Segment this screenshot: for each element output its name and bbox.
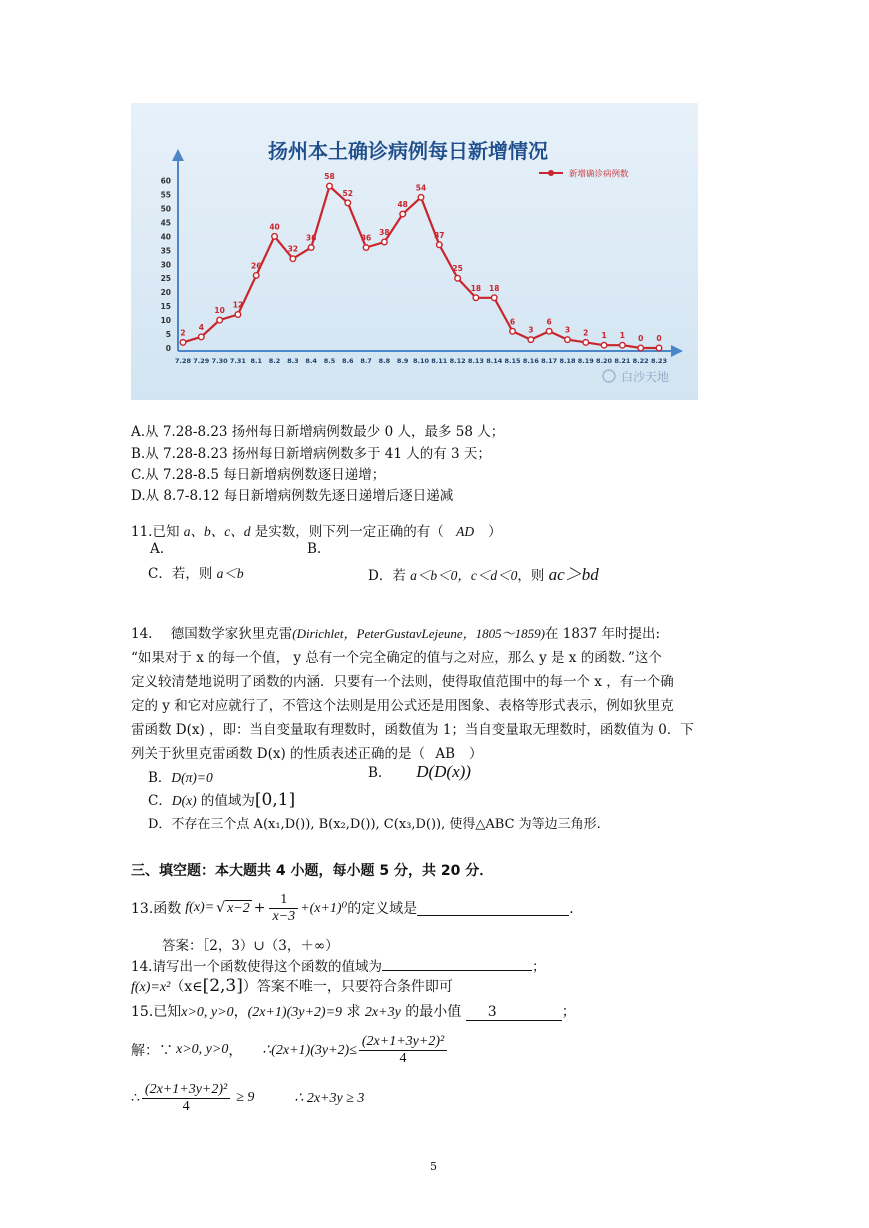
data-point <box>199 334 205 340</box>
q15-target: 2x+3y <box>364 1005 401 1020</box>
q11-vars: a、b、c、d <box>183 524 251 539</box>
q14a-answer: AB <box>435 746 456 762</box>
q11-option-c <box>148 562 244 582</box>
data-point <box>363 245 369 251</box>
y-tick-label: 35 <box>160 246 171 256</box>
q15-sol-ineq: ∴(2x+1)(3y+2)≤ <box>262 1042 357 1058</box>
q10-option-a: A.从 7.28-8.23 扬州每日新增病例数最少 0 人，最多 58 人； <box>131 424 505 440</box>
data-point <box>638 345 644 351</box>
q15-l2-pre: ∴ <box>131 1090 140 1106</box>
data-label: 37 <box>434 230 445 240</box>
data-label: 25 <box>452 264 463 274</box>
q14b-line2 <box>131 976 453 996</box>
q14b-mid: （x∈ <box>170 979 203 995</box>
data-label: 52 <box>342 188 353 198</box>
q11-stem-post: 是实数，则下列一定正确的有（ <box>250 524 444 540</box>
section-3-heading: 三、填空题：本大题共 4 小题，每小题 5 分，共 20 分． <box>131 863 494 879</box>
q15-answer-blank[interactable] <box>466 1004 562 1021</box>
y-tick-label: 55 <box>160 190 171 200</box>
q14a-line4: 定的 y 和它对应就行了，不管这个法则是用公式还是用图象、表格等形式表示，例如狄里克 <box>131 698 674 714</box>
x-tick-label: 8.14 <box>486 357 503 365</box>
data-label: 6 <box>509 317 516 327</box>
data-point <box>546 328 552 334</box>
q14a-option-d: D．不存在三个点 A(x₁,D()), B(x₂,D()), C(x₃,D()), 使得△ABC 为等边三角形. <box>148 817 601 832</box>
data-label: 4 <box>198 322 204 332</box>
q15-l2-fraction <box>142 1082 230 1115</box>
x-tick-label: 8.8 <box>378 357 391 365</box>
q15-end: ； <box>561 1004 576 1020</box>
q11-option-c-math: a＜b <box>216 566 244 581</box>
x-tick-label: 8.22 <box>632 357 649 365</box>
data-point <box>180 340 186 346</box>
q15-sol-cond: x>0, y>0 <box>176 1042 229 1057</box>
q13-answer: 答案：［2，3）∪（3，＋∞） <box>162 938 339 954</box>
q13-rest: +(x+1)⁰ <box>300 900 348 916</box>
x-tick-label: 8.19 <box>577 357 594 365</box>
x-tick-label: 8.15 <box>504 357 521 365</box>
q15-sol-mid: ， <box>228 1043 243 1059</box>
data-point <box>528 337 534 343</box>
x-tick-label: 7.31 <box>229 357 246 365</box>
y-tick-label: 10 <box>160 316 171 326</box>
q11-close: ） <box>488 524 502 540</box>
x-tick-label: 8.2 <box>268 357 281 365</box>
q15-mid: ， <box>233 1004 248 1020</box>
q11-stem-pre: 11.已知 <box>131 524 184 540</box>
data-label: 40 <box>269 222 280 232</box>
x-tick-label: 8.5 <box>323 357 336 365</box>
data-label: 36 <box>360 233 372 243</box>
q11-option-d <box>368 560 599 585</box>
x-tick-label: 7.28 <box>174 357 192 365</box>
data-label: 32 <box>287 244 299 254</box>
data-label: 2 <box>583 328 589 338</box>
q15-solution-line2 <box>131 1076 364 1120</box>
x-tick-label: 8.23 <box>650 357 668 365</box>
q13-plus: + <box>253 900 266 916</box>
q11-option-d-math2: ac＞bd <box>548 565 599 584</box>
data-label: 0 <box>638 334 644 343</box>
x-tick-label: 8.11 <box>431 357 448 365</box>
q13-fraction <box>269 892 298 925</box>
q15-answer: 3 <box>487 1004 497 1020</box>
data-point <box>253 273 259 279</box>
q15-l2-den: 4 <box>182 1098 190 1114</box>
y-tick-label: 0 <box>165 344 171 353</box>
covid-chart <box>131 103 698 400</box>
legend-marker <box>548 170 554 176</box>
data-point <box>382 239 388 245</box>
q11-option-d-mid: ，则 <box>517 568 549 584</box>
x-tick-label: 8.16 <box>522 357 539 365</box>
q14a-option-b2-label: B. <box>368 765 383 781</box>
x-tick-label: 7.30 <box>211 357 228 365</box>
q14b-range: [2,3] <box>202 976 243 996</box>
data-label: 12 <box>232 300 244 310</box>
q11-option-b: B. <box>307 541 322 557</box>
x-tick-label: 8.7 <box>360 357 372 365</box>
q15-sol-frac-den: 4 <box>399 1050 407 1066</box>
x-tick-label: 7.29 <box>193 357 210 365</box>
q15-sol-frac-num: (2x+1+3y+2)² <box>359 1034 447 1051</box>
x-tick-label: 8.9 <box>396 357 409 365</box>
q14b-blank[interactable] <box>382 957 532 971</box>
y-tick-label: 45 <box>160 218 171 228</box>
y-tick-label: 50 <box>160 204 171 214</box>
x-tick-label: 8.4 <box>305 357 317 365</box>
y-tick-label: 15 <box>160 302 171 312</box>
page-number: 5 <box>430 1160 437 1173</box>
q13-blank[interactable] <box>417 901 569 916</box>
y-tick-label: 20 <box>160 288 171 298</box>
x-tick-label: 8.13 <box>467 357 484 365</box>
data-point <box>656 345 662 351</box>
data-point <box>510 328 516 334</box>
x-tick-label: 8.21 <box>614 357 631 365</box>
q15-sol-fraction <box>359 1034 447 1067</box>
q13-frac-num: 1 <box>269 892 298 909</box>
q14a-option-c-post: 的值域为 <box>196 793 255 809</box>
data-label: 48 <box>397 200 408 210</box>
data-point <box>418 195 424 201</box>
q13-fx: f(x)= <box>185 900 215 915</box>
data-label: 36 <box>305 233 317 243</box>
data-label: 38 <box>379 227 390 237</box>
data-point <box>400 211 406 217</box>
q14a-line6 <box>131 742 483 762</box>
data-point <box>437 242 443 248</box>
data-point <box>327 183 333 189</box>
chart-svg <box>131 103 698 400</box>
data-label: 3 <box>564 325 571 335</box>
q11-stem <box>131 520 502 540</box>
data-point <box>290 256 296 262</box>
y-tick-label: 25 <box>160 274 171 284</box>
q14a-option-c-range: [0,1] <box>254 790 296 810</box>
data-point <box>491 295 497 301</box>
q14a-l6-pre: 列关于狄里克雷函数 D(x) 的性质表述正确的是（ <box>131 746 426 762</box>
q15-ask2: 的最小值 <box>400 1004 462 1020</box>
q14a-line3: 定义较清楚地说明了函数的内涵．只要有一个法则，使得取值范围中的每一个 x ，有一个确 <box>131 674 674 690</box>
data-label: 1 <box>619 331 625 341</box>
q14a-option-b1 <box>148 766 213 786</box>
data-label: 58 <box>324 172 335 182</box>
data-point <box>473 295 479 301</box>
data-point <box>308 245 314 251</box>
q14a-option-c <box>148 789 295 810</box>
q14a-option-c-math: D(x) <box>171 793 197 808</box>
data-label: 18 <box>470 283 482 293</box>
q15-l2-post: ≥ 9 <box>236 1090 255 1105</box>
data-point <box>565 337 571 343</box>
q11-option-a: A. <box>150 541 165 557</box>
q14a-line2: “如果对于 x 的每一个值， y 总有一个完全确定的值与之对应，那么 y 是 x 的函数．”这个 <box>131 650 662 666</box>
q14a-number: 14. <box>131 626 153 642</box>
q14a-line5: 雷函数 D(x) ，即：当自变量取有理数时，函数值为 1；当自变量取无理数时，函数值为 0．下 <box>131 722 694 738</box>
q14b-line1-pre: 14.请写出一个函数使得这个函数的值域为 <box>131 959 382 975</box>
q14a-option-c-label: C． <box>148 793 172 809</box>
x-tick-label: 8.12 <box>449 357 466 365</box>
q15-cond2: (2x+1)(3y+2)=9 <box>247 1005 343 1020</box>
data-label: 18 <box>489 283 500 293</box>
q13-frac-den: x−3 <box>272 908 296 924</box>
q14a-option-b1-label: B． <box>148 770 172 786</box>
data-label: 54 <box>415 183 427 193</box>
x-tick-label: 8.18 <box>559 357 576 365</box>
y-tick-label: 30 <box>160 260 171 270</box>
data-label: 1 <box>601 331 607 341</box>
data-point <box>620 342 626 348</box>
q13-stem: 13.函数 f(x)= √ x−2 + $\frac{1}{x-3}$ +(x+1)⁰ 的定义域是 ． <box>131 891 584 924</box>
q11-option-c-text: C．若，则 <box>148 566 217 582</box>
x-tick-label: 8.17 <box>541 357 558 365</box>
q14a-l1-post: 在 1837 年时提出: <box>545 626 661 642</box>
data-point <box>455 275 461 281</box>
q11-answer: AD <box>456 524 475 539</box>
q15-solution-line1 <box>131 1028 449 1072</box>
q11-option-d-text: D．若 <box>368 568 411 584</box>
q13-post: 的定义域是 <box>347 901 418 917</box>
q15-cond1: x>0, y>0 <box>181 1005 234 1020</box>
data-label: 26 <box>251 261 262 271</box>
q14b-line1-end: ； <box>531 959 546 975</box>
y-tick-label: 5 <box>165 330 171 340</box>
q15-ask: 求 <box>342 1004 365 1020</box>
data-label: 10 <box>214 306 225 316</box>
watermark-text: 白沙天地 <box>621 370 670 384</box>
q15-stem <box>131 1001 576 1021</box>
q13-pre: 13.函数 <box>131 901 182 917</box>
q14a-option-b2-math: D(D(x)) <box>416 762 471 781</box>
q14a-line1 <box>131 622 660 642</box>
q10-option-d: D.从 8.7-8.12 每日新增病例数先逐日递增后逐日递减 <box>131 488 454 504</box>
q13-sqrt: x−2 <box>227 900 250 916</box>
q14b-fx: f(x)=x² <box>131 980 171 995</box>
q14a-l6-close: ） <box>469 746 483 762</box>
q15-pre: 15.已知 <box>131 1004 182 1020</box>
q14b-post: ）答案不唯一，只要符合条件即可 <box>242 979 453 995</box>
legend-label: 新增确诊病例数 <box>569 169 629 180</box>
data-point <box>272 234 278 240</box>
data-label: 3 <box>528 325 534 335</box>
data-point <box>583 340 589 346</box>
data-point <box>235 312 241 318</box>
q13-end: ． <box>569 901 584 917</box>
data-label: 2 <box>180 328 186 338</box>
q14a-option-b2 <box>368 762 471 782</box>
data-point <box>217 317 223 323</box>
q15-l2-num: (2x+1+3y+2)² <box>142 1082 230 1099</box>
x-tick-label: 8.20 <box>596 357 613 365</box>
x-tick-label: 8.3 <box>287 357 299 365</box>
q14b-line1 <box>131 955 545 975</box>
data-label: 6 <box>546 317 552 327</box>
q15-sol-pre: 解：∵ <box>131 1043 173 1059</box>
q14a-l1-paren: (Dirichlet，PeterGustavLejeune，1805～1859) <box>292 626 546 641</box>
chart-title: 扬州本土确诊病例每日新增情况 <box>268 139 548 163</box>
y-tick-label: 40 <box>160 232 171 242</box>
q14a-l1-pre: 德国数学家狄里克雷 <box>170 626 293 642</box>
data-label: 0 <box>656 334 662 343</box>
q11-option-d-math: a＜b＜0，c＜d＜0 <box>410 568 518 583</box>
x-tick-label: 8.6 <box>342 357 354 365</box>
data-point <box>345 200 351 206</box>
q15-l2-conclusion: ∴ 2x+3y ≥ 3 <box>294 1090 365 1106</box>
data-point <box>601 342 607 348</box>
q14a-option-b1-math: D(π)=0 <box>171 770 213 785</box>
x-tick-label: 8.1 <box>250 357 262 365</box>
x-tick-label: 8.10 <box>412 357 430 365</box>
y-tick-label: 60 <box>160 176 171 186</box>
q10-option-c: C.从 7.28-8.5 每日新增病例数逐日递增； <box>131 467 386 483</box>
q10-option-b: B.从 7.28-8.23 扬州每日新增病例数多于 41 人的有 3 天； <box>131 446 491 462</box>
